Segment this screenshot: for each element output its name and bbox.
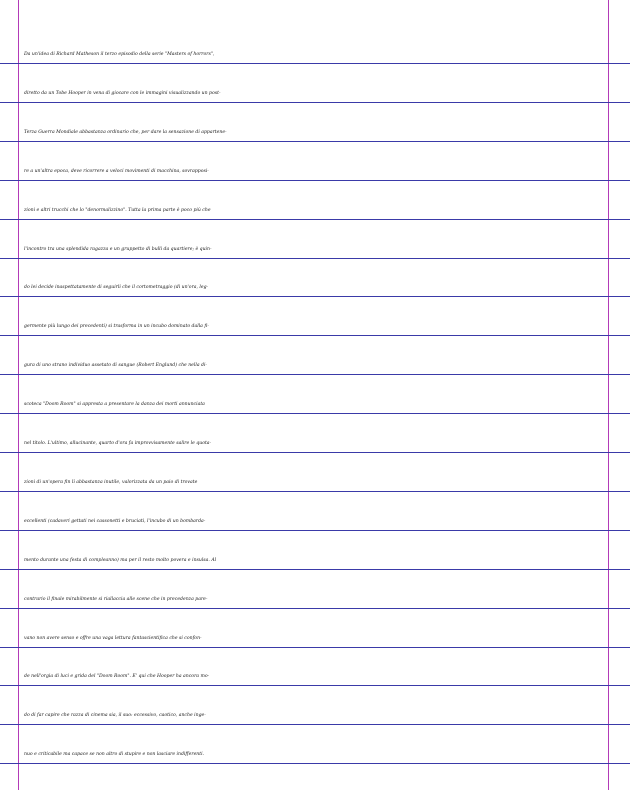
text-line: nel titolo. L'ultimo, allucinante, quarto d'ora fa improvvisamente salire le quota- — [24, 441, 212, 446]
text-line: germente più lungo dei precedenti) si trasforma in un incubo dominato dalla fi- — [24, 324, 209, 330]
text-line: re a un'altra epoca, deve ricorrere a veloci movimenti di macchina, sovrapposi- — [24, 168, 209, 174]
text-line: diretto da un Tobe Hooper in vena di giocare con le immagini visualizzando un post- — [24, 90, 221, 96]
text-line: nuo e criticabile ma capace se non altro di stupire e non lasciare indifferenti. — [24, 752, 205, 758]
text-line: contrario il finale mirabilmente si riallaccia alle scene che in precedenza pare- — [24, 596, 208, 602]
text-line: Da un'idea di Richard Matheson il terzo episodio della serie "Masters of horrors", — [24, 52, 215, 57]
text-line: de nell'orgia di luci e grida del "Doom Room". E' qui che Hooper ha ancora mo- — [24, 674, 210, 680]
text-line: l'incontro tra una splendida ragazza e un gruppetto di bulli da quartiere; è quin- — [24, 246, 212, 252]
text-line: eccellenti (cadaveri gettati nei cassonetti e bruciati, l'incubo di un bombarda- — [24, 518, 206, 524]
text-line: mento durante una festa di compleanno) ma per il resto molto povera e insulsa. Al — [24, 557, 217, 563]
left-margin-line — [18, 0, 19, 790]
text-line: gura di uno strano individuo assetato di sangue (Robert Englund) che nella di- — [24, 363, 207, 369]
text-line: zioni e altri trucchi che lo "denormalizzino". Tutta la prima parte è poco più che — [24, 207, 211, 213]
text-line: do di far capire che razza di cinema sia, il suo: eccessivo, caotico, anche inge- — [24, 713, 206, 719]
text-line: zioni di un'opera fin lì abbastanza inutile, valorizzata da un paio di trovate — [24, 479, 198, 485]
text-line: do lei decide inaspettatamente di seguirli che il cortometraggio (di un'ora, leg- — [24, 285, 209, 291]
text-line: scoteca "Doom Room" si appresta a presentare la danza dei morti annunciata — [24, 402, 205, 408]
text-line: Terza Guerra Mondiale abbastanza ordinario che, per dare la sensazione di appartene- — [24, 129, 227, 135]
text-line: vano non avere senso e offre una vaga lettura fantascientifica che si confon- — [24, 635, 202, 641]
